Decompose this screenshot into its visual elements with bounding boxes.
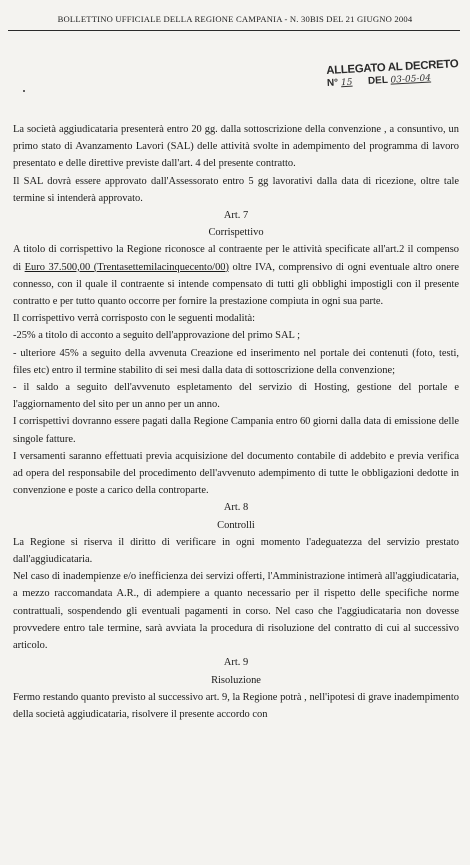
paragraph-compensation	[13, 241, 459, 310]
article-8-heading: Art. 8	[223, 502, 249, 514]
paragraph-payment-advance: -25% a titolo di acconto a seguito dell'approvazione del primo SAL ;	[13, 330, 301, 342]
stamp-date-label: DEL	[367, 74, 389, 87]
paragraph-sal-submission: La società aggiudicataria presenterà entro 20 gg. dalla sottoscrizione della convenzione , a consuntivo, un primo stato di Avanzamento Lavori (SAL) delle attività svolte in adempimento del programma di lavoro presentato e delle direttive previste dall'art. 4 del presente contratto.	[13, 124, 459, 170]
paragraph-controls-right: La Regione si riserva il diritto di verificare in ogni momento l'adeguatezza del servizio prestato dall'aggiudicataria.	[13, 536, 459, 566]
paragraph-payment-second: - ulteriore 45% a seguito della avvenuta Creazione ed inserimento nel portale dei contenuti (foto, testi, files etc) entro il termine stabilito di sei mesi dalla data di sottoscrizione della convenzione;	[13, 347, 459, 376]
compensation-text-after: oltre IVA, comprensivo di ogni eventuale altro onere connesso, con il quale il contraente si intende compensato di tutti gli obblighi impostigli con il presente contratto e per tutto quanto occorre per fornire la prestazione compiuta in ogni sua parte.	[13, 261, 459, 308]
article-8-title: Controlli	[217, 519, 255, 531]
article-7-title: Corrispettivo	[208, 227, 264, 239]
article-9-heading: Art. 9	[223, 657, 249, 669]
document-body	[13, 121, 459, 723]
stamp-date-value: 03-05-04	[390, 73, 432, 86]
page-mark	[23, 90, 25, 92]
compensation-amount: Euro 37.500,00 (Trentasettemilacinquecento/00)	[24, 261, 229, 273]
paragraph-termination: Fermo restando quanto previsto al successivo art. 9, la Regione potrà , nell'ipotesi di grave inadempimento della società aggiudicataria, risolvere il presente accordo con	[13, 691, 459, 720]
stamp-title: ALLEGATO AL DECRETO	[326, 58, 459, 77]
paragraph-payment-deadline: I corrispettivi dovranno essere pagati dalla Regione Campania entro 60 giorni dalla data di emissione delle singole fatture.	[13, 416, 459, 445]
stamp-number-value: 15	[340, 77, 353, 89]
article-9-title: Risoluzione	[211, 674, 261, 686]
paragraph-payment-balance: - il saldo a seguito dell'avvenuto espletamento del servizio di Hosting, gestione del portale e l'aggiornamento del sito per un anno per un anno.	[13, 382, 459, 411]
bulletin-header: BOLLETTINO UFFICIALE DELLA REGIONE CAMPANIA - N. 30BIS DEL 21 GIUGNO 2004	[57, 14, 413, 24]
decree-stamp	[326, 58, 459, 89]
article-7-heading: Art. 7	[223, 210, 249, 222]
header-divider	[8, 30, 460, 31]
stamp-number-label: N°	[326, 77, 339, 89]
paragraph-sal-approval: Il SAL dovrà essere approvato dall'Assessorato entro 5 gg lavorativi dalla data di ricezione, oltre tale termine si intenderà approvato.	[13, 175, 459, 204]
paragraph-controls-breach: Nel caso di inadempienze e/o inefficienza dei servizi offerti, l'Amministrazione intimerà all'aggiudicataria, a mezzo raccomandata A.R., di adempiere a quanto necessario per il rispetto delle specifiche norme contrattuali, sospendendo gli eventuali pagamenti in corso. Nel caso che l'aggiudicataria non dovesse provvedere entro tale termine, sarà avviata la procedura di risoluzione del contratto di cui al successivo articolo.	[13, 571, 459, 652]
compensation-text-before: A titolo di corrispettivo la Regione riconosce al contraente per le attività specificate all'art.2 il compenso di	[13, 244, 459, 273]
paragraph-payment-terms: Il corrispettivo verrà corrisposto con le seguenti modalità:	[13, 313, 256, 325]
paragraph-payment-conditions: I versamenti saranno effettuati previa acquisizione del documento contabile di addebito e previa verifica ad opera del responsabile del procedimento dell'avvenuto adempimento di tutte le obbligazioni dedotte in convenzione e poste a carico della controparte.	[13, 450, 459, 497]
